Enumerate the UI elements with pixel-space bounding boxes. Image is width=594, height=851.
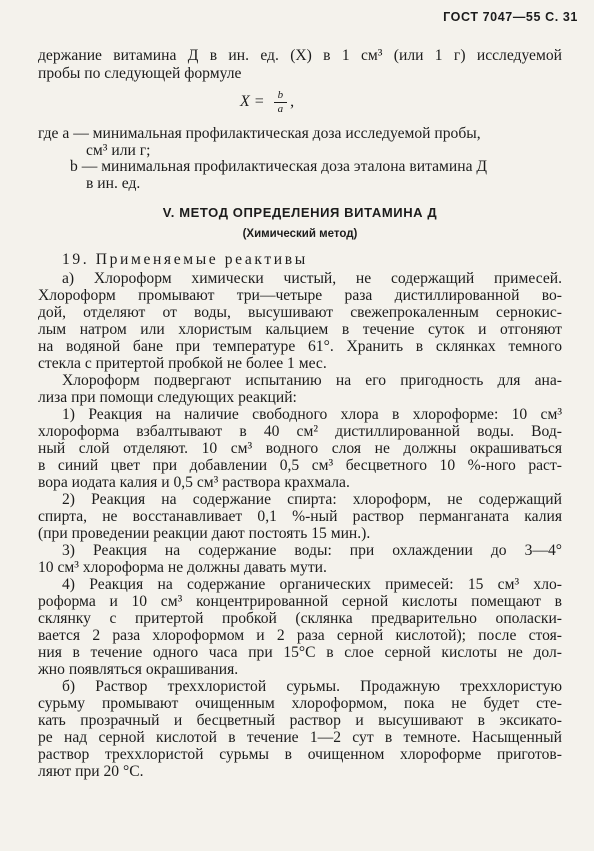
definition-line: в ин. ед. [86, 175, 141, 192]
definition-line: см³ или г; [86, 142, 151, 159]
body-line: 1) Реакция на наличие свободного хлора в хлороформе: 10 см³ [62, 406, 562, 423]
body-line: (при проведении реакции дают постоять 15 мин.). [38, 525, 371, 542]
formula-numerator: b [274, 89, 288, 103]
definition-line: где a — минимальная профилактическая доза исследуемой пробы, [38, 125, 481, 142]
page-header: ГОСТ 7047—55 С. 31 [443, 10, 578, 24]
body-line: в синий цвет при добавлении 0,5 см³ бесцветного 10 %-ного раст- [38, 457, 562, 474]
body-line: 4) Реакция на содержание органических примесей: 15 см³ хло- [62, 576, 562, 593]
formula-lhs: X = [240, 93, 265, 110]
body-line: ный слой отделяют. 10 см³ водного слоя не должны окрашиваться [38, 440, 562, 457]
body-line: вора иодата калия и 0,5 см³ раствора крахмала. [38, 474, 350, 491]
body-line: ляют при 20 °С. [38, 763, 144, 780]
formula [240, 84, 294, 120]
body-line: 2) Реакция на содержание спирта: хлороформ, не содержащий [62, 491, 562, 508]
body-line: жно появляться окрашивания. [38, 661, 239, 678]
body-line: ре над серной кислотой в течение 1—2 сут в темноте. Насыщенный [38, 729, 562, 746]
body-line: 10 см³ хлороформа не должны давать мути. [38, 559, 327, 576]
body-line: лиза при помощи следующих реакций: [38, 389, 297, 406]
body-line: хлороформа взбалтывают в 40 см² дистиллированной воды. Вод- [38, 423, 562, 440]
body-line: Хлороформ промывают три—четыре раза дистиллированной во- [38, 287, 562, 304]
body-line: раствор треххлористой сурьмы в очищенном хлороформе приготов- [38, 746, 562, 763]
intro-line: держание витамина Д в ин. ед. (X) в 1 см³ (или 1 г) исследуемой [38, 47, 562, 64]
body-line: лым натром или хлористым кальцием в течение суток и отгоняют [38, 321, 562, 338]
definition-line: b — минимальная профилактическая доза эталона витамина Д [70, 158, 488, 175]
body-line: б) Раствор треххлористой сурьмы. Продажную треххлористую [62, 678, 562, 695]
body-line: роформа и 10 см³ концентрированной серной кислоты помещают в [38, 593, 562, 610]
section-title: V. МЕТОД ОПРЕДЕЛЕНИЯ ВИТАМИНА Д [162, 205, 438, 220]
body-line: ния в течение одного часа при 15°С в слое серной кислоты не дол- [38, 644, 562, 661]
body-line: Хлороформ подвергают испытанию на его пригодность для ана- [62, 372, 562, 389]
body-line: а) Хлороформ химически чистый, не содержащий примесей. [62, 270, 562, 287]
section-subtitle: (Химический метод) [242, 228, 358, 240]
body-line: на водяной бане при температуре 61°. Хранить в склянках темного [38, 338, 562, 355]
body-line: склянку с притертой пробкой (склянка предварительно ополаски- [38, 610, 562, 627]
body-line: сурьму промывают очищенным хлороформом, пока не будет сте- [38, 695, 562, 712]
body-line: кать прозрачный и бесцветный раствор и высушивают в эксикато- [38, 712, 562, 729]
formula-denominator: a [277, 102, 284, 115]
formula-fraction [274, 89, 288, 116]
body-line: 19. Применяемые реактивы [62, 251, 308, 268]
intro-line: пробы по следующей формуле [38, 65, 242, 82]
body-line: дой, отделяют от воды, высушивают свежепрокаленным сернокис- [38, 304, 562, 321]
body-line: спирта, не восстанавливает 0,1 %-ный раствор перманганата калия [38, 508, 562, 525]
body-line: 3) Реакция на содержание воды: при охлаждении до 3—4° [62, 542, 562, 559]
formula-tail: , [290, 93, 295, 110]
body-line: стекла с притертой пробкой не более 1 мес. [38, 355, 327, 372]
body-line: вается 2 раза хлороформом и 2 раза серной кислотой); после стоя- [38, 627, 562, 644]
